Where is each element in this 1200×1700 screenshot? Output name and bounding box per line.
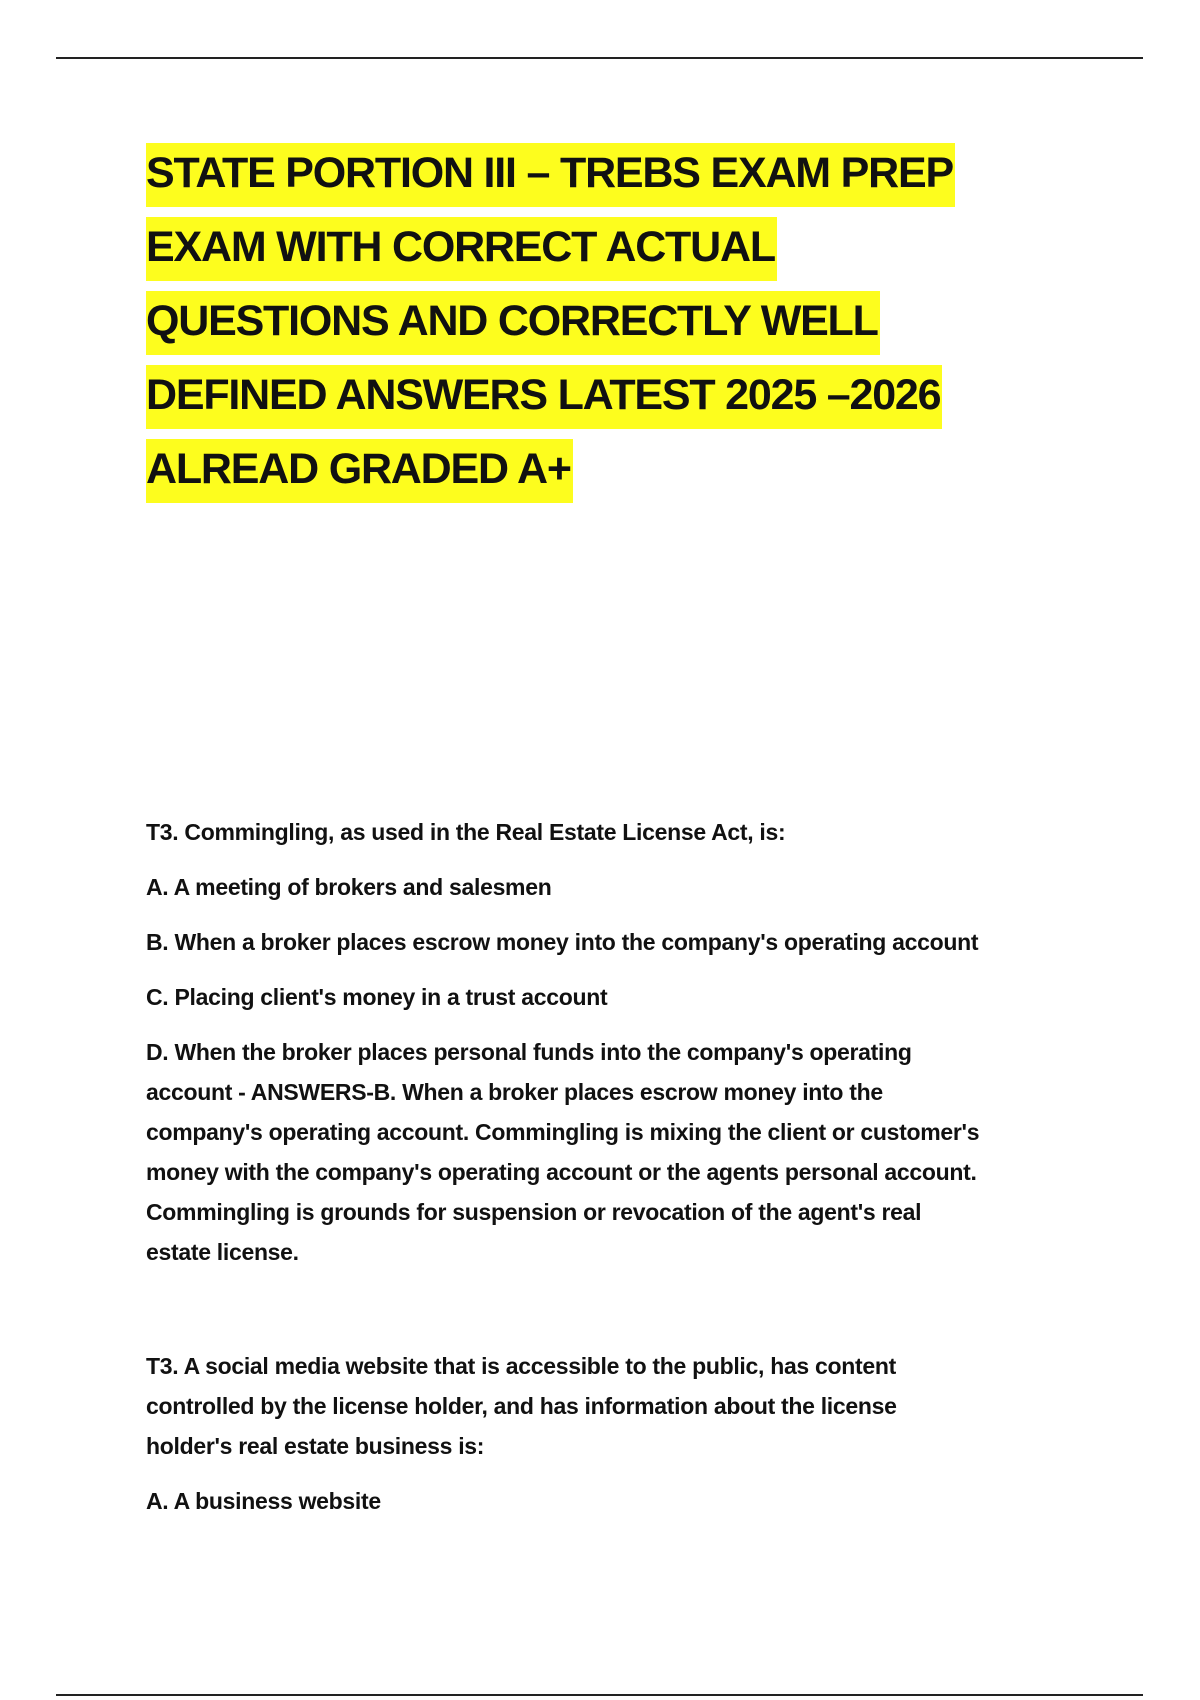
option-a: A. A meeting of brokers and salesmen — [146, 874, 552, 900]
answer-line: D. When the broker places personal funds into the company's operating — [146, 1039, 912, 1065]
answer-line: estate license. — [146, 1239, 299, 1265]
question-social-media — [146, 1346, 1076, 1521]
option-c: C. Placing client's money in a trust account — [146, 984, 608, 1010]
document-title — [146, 143, 1106, 513]
footer-rule — [56, 1694, 1143, 1696]
title-line: ALREAD GRADED A+ — [146, 439, 1106, 513]
title-line: DEFINED ANSWERS LATEST 2025 –2026 — [146, 365, 1106, 439]
title-line: QUESTIONS AND CORRECTLY WELL — [146, 291, 1106, 365]
title-line: EXAM WITH CORRECT ACTUAL — [146, 217, 1106, 291]
option-d-with-answer — [146, 1032, 1076, 1272]
answer-line: account - ANSWERS-B. When a broker places escrow money into the — [146, 1079, 883, 1105]
title-line: STATE PORTION III – TREBS EXAM PREP — [146, 143, 1106, 217]
question-commingling — [146, 812, 1076, 1272]
question-prompt — [146, 1346, 1076, 1466]
answer-line: money with the company's operating account or the agents personal account. — [146, 1159, 977, 1185]
answer-line: Commingling is grounds for suspension or revocation of the agent's real — [146, 1199, 922, 1225]
option-b: B. When a broker places escrow money into the company's operating account — [146, 929, 979, 955]
prompt-line: controlled by the license holder, and has information about the license — [146, 1393, 897, 1419]
answer-line: company's operating account. Commingling is mixing the client or customer's — [146, 1119, 980, 1145]
prompt-line: T3. A social media website that is accessible to the public, has content — [146, 1353, 896, 1379]
question-prompt: T3. Commingling, as used in the Real Estate License Act, is: — [146, 819, 786, 845]
option-a: A. A business website — [146, 1488, 381, 1514]
prompt-line: holder's real estate business is: — [146, 1433, 485, 1459]
header-rule — [56, 57, 1143, 59]
